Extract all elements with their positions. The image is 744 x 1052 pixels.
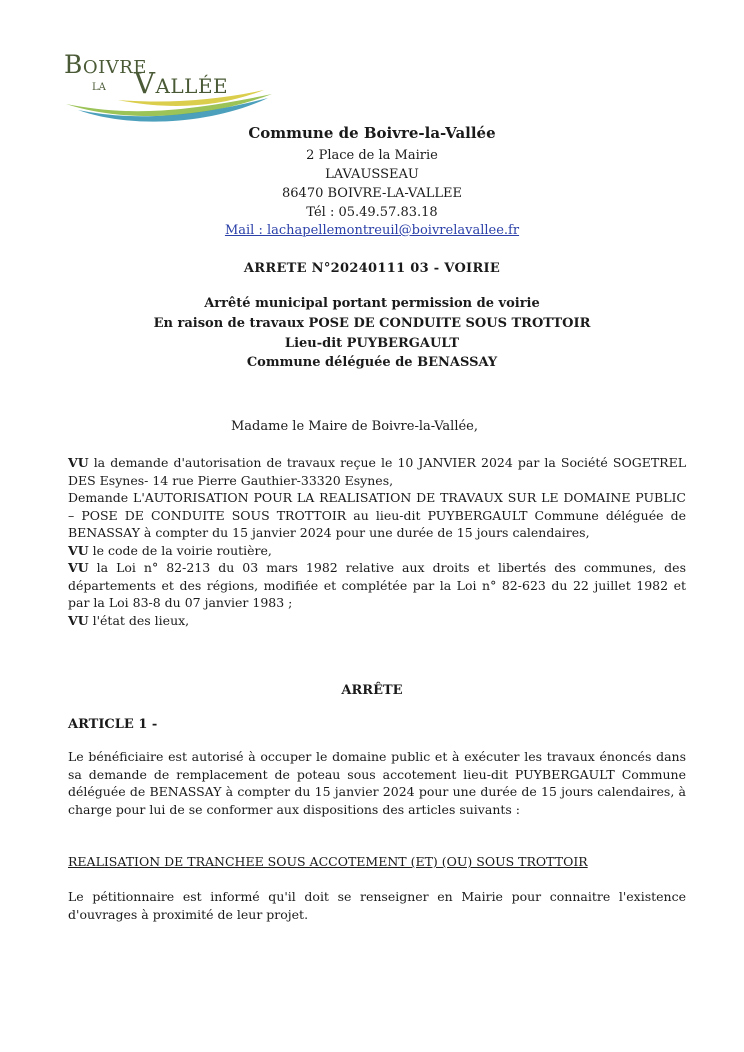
logo-text-vallee: Vallée (134, 66, 229, 100)
section-title-tranchee: REALISATION DE TRANCHEE SOUS ACCOTEMENT (ET) (OU) SOUS TROTTOIR (68, 854, 588, 869)
vu-request (68, 454, 686, 489)
article-1-paragraph: Le bénéficiaire est autorisé à occuper le domaine public et à exécuter les travaux énoncés dans sa demande de remplacement de poteau sous accotement lieu-dit PUYBERGAULT Commune déléguée de BENASSAY à compter du 15 janvier 2024 pour une durée de 15 jours calendaires, à charge pour lui de se conformer aux dispositions des articles suivants : (68, 749, 686, 817)
commune-name: Commune de Boivre-la-Vallée (248, 124, 496, 142)
vu-block (68, 454, 686, 629)
article-1-title: ARTICLE 1 - (68, 717, 158, 732)
vu-label: VU (68, 542, 89, 558)
arrete-heading: ARRÊTE (341, 683, 403, 698)
address-locality: LAVAUSSEAU (325, 167, 419, 182)
vu-loi (68, 559, 686, 612)
vu-label: VU (68, 612, 89, 628)
vu-request-detail: Demande L'AUTORISATION POUR LA REALISATION DE TRAVAUX SUR LE DOMAINE PUBLIC – POSE DE CONDUITE SOUS TROTTOIR au lieu-dit PUYBERGAULT Commune déléguée de BENASSAY à compter du 15 janvier 2024 pour une durée de 15 jours calendaires, (68, 490, 686, 540)
address-street: 2 Place de la Mairie (306, 148, 438, 163)
vu-label: VU (68, 455, 89, 470)
address-postcode-city: 86470 BOIVRE-LA-VALLEE (282, 186, 462, 201)
arrete-number: ARRETE N°20240111 03 - VOIRIE (243, 261, 501, 276)
object-line-3: Lieu-dit PUYBERGAULT (284, 336, 460, 351)
object-line-1: Arrêté municipal portant permission de voirie (204, 296, 540, 311)
vu-etat-lieux (68, 612, 686, 630)
object-line-2: En raison de travaux POSE DE CONDUITE SOUS TROTTOIR (153, 316, 591, 331)
vu-loi-text: la Loi n° 82-213 du 03 mars 1982 relative aux droits et libertés des communes, des départements et des régions, modifiée et complétée par la Loi n° 82-623 du 22 juillet 1982 et par la Loi 83-8 du 07 janvier 1983 ; (68, 560, 686, 610)
vu-request-text: la demande d'autorisation de travaux reçue le 10 JANVIER 2024 par la Société SOGETREL DES Esynes- 14 rue Pierre Gauthier-33320 Esynes, (68, 455, 686, 488)
municipality-logo (58, 44, 288, 126)
vu-code-voirie (68, 542, 686, 560)
vu-etat-lieux-text: l'état des lieux, (88, 612, 190, 628)
greeting: Madame le Maire de Boivre-la-Vallée, (231, 419, 478, 434)
vu-code-voirie-text: le code de la voirie routière, (88, 542, 272, 558)
logo-text-la: la (92, 78, 106, 94)
article-1-paragraph-2: Le pétitionnaire est informé qu'il doit se renseigner en Mairie pour connaitre l'existence d'ouvrages à proximité de leur projet. (68, 889, 686, 922)
object-line-4: Commune déléguée de BENASSAY (246, 355, 498, 370)
vu-label: VU (68, 560, 89, 575)
phone-number: Tél : 05.49.57.83.18 (306, 205, 438, 220)
mail-link[interactable]: Mail : lachapellemontreuil@boivrelavallee.fr (224, 223, 520, 238)
logo-text-boivre: Boivre (64, 50, 147, 79)
